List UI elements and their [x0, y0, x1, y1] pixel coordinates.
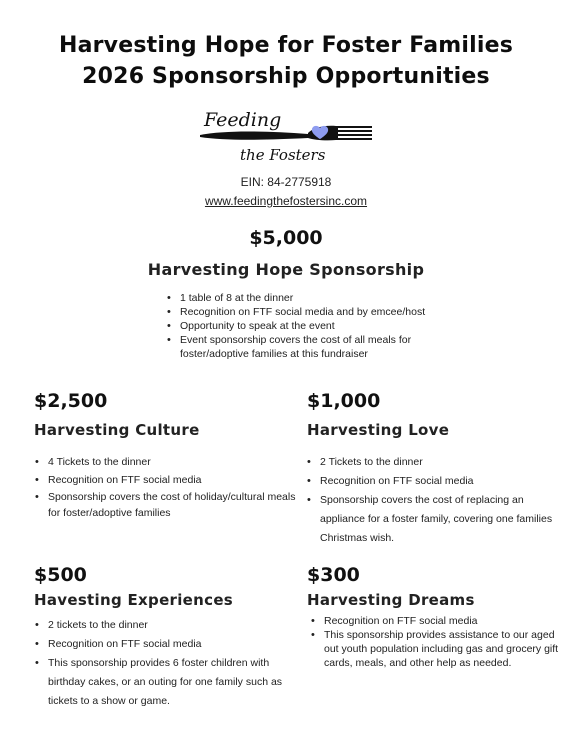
benefit-item: • Recognition on FTF social media: [48, 635, 308, 654]
benefit-item: • This sponsorship provides 6 foster children with birthday cakes, or an outing for one family such as tickets to a show or game.: [48, 654, 308, 711]
benefit-item: • 2 Tickets to the dinner: [320, 453, 555, 472]
benefit-list: [34, 616, 308, 711]
logo-text-bottom: the Fosters: [240, 146, 326, 164]
website-link[interactable]: www.feedingthefostersinc.com: [204, 194, 368, 208]
tier-amount: $2,500: [34, 390, 108, 412]
tier-amount: $300: [307, 564, 360, 586]
logo-text-top: Feeding: [204, 109, 282, 131]
benefit-item: • 1 table of 8 at the dinner: [180, 291, 450, 305]
tier-name: Havesting Experiences: [34, 591, 234, 609]
benefit-item: • Recognition on FTF social media: [324, 614, 559, 628]
tier-amount: $500: [34, 564, 87, 586]
benefit-item: • Recognition on FTF social media: [48, 471, 298, 489]
benefit-item: • Event sponsorship covers the cost of all meals for foster/adoptive families at this fundraiser: [180, 333, 450, 361]
tier-name: Harvesting Culture: [34, 421, 200, 439]
tier-amount: $1,000: [307, 390, 381, 412]
benefit-item: • Sponsorship covers the cost of holiday/cultural meals for foster/adoptive families: [48, 489, 298, 521]
benefit-item: • 2 tickets to the dinner: [48, 616, 308, 635]
benefit-item: • This sponsorship provides assistance to our aged out youth population including gas and grocery gift cards, meals, and other help as needed.: [324, 628, 559, 670]
benefit-item: • Opportunity to speak at the event: [180, 319, 450, 333]
benefit-item: • Recognition on FTF social media and by emcee/host: [180, 305, 450, 319]
benefit-item: • 4 Tickets to the dinner: [48, 453, 298, 471]
feeding-the-fosters-logo: [196, 104, 372, 168]
tier-name: Harvesting Dreams: [307, 591, 475, 609]
page-title-line-1: Harvesting Hope for Foster Families: [58, 33, 514, 58]
benefit-item: • Recognition on FTF social media: [320, 472, 555, 491]
ein-number: EIN: 84-2775918: [240, 175, 332, 189]
page-title: [0, 30, 572, 92]
tier-name: Harvesting Hope Sponsorship: [147, 260, 425, 279]
page-title-line-2: 2026 Sponsorship Opportunities: [82, 64, 490, 89]
tier-name: Harvesting Love: [307, 421, 450, 439]
benefit-list: [166, 291, 450, 361]
tier-amount: $5,000: [249, 227, 323, 249]
benefit-item: • Sponsorship covers the cost of replacing an appliance for a foster family, covering one families Christmas wish.: [320, 491, 555, 548]
benefit-list: [34, 453, 298, 521]
benefit-list: [306, 453, 555, 548]
benefit-list: [310, 614, 559, 670]
